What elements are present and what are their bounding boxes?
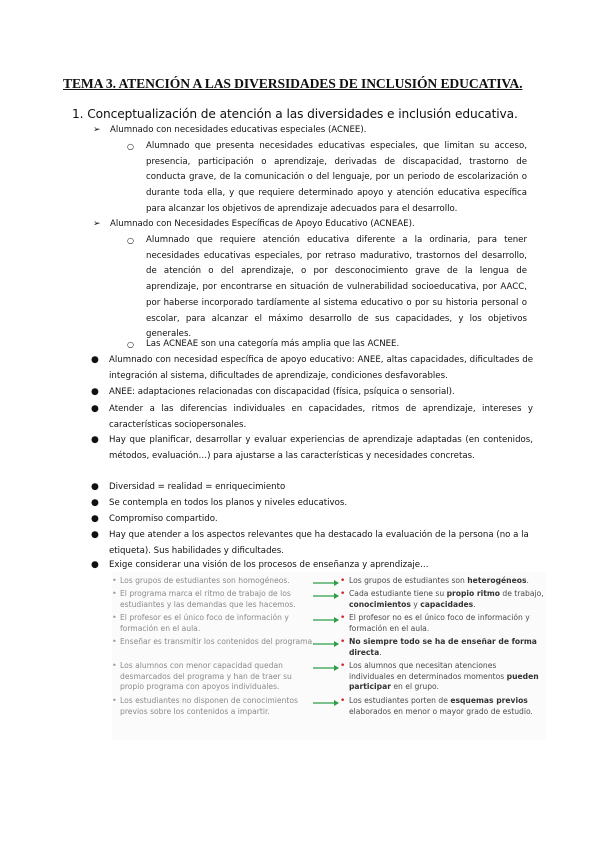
inclusive-view: Cada estudiante tiene su propio ritmo de trabajo, conocimientos y capacidades. — [349, 589, 544, 609]
grey-dot-icon: • — [112, 589, 117, 598]
acneae-note: Las ACNEAE son una categoría más amplia que las ACNEE. — [146, 339, 400, 349]
inclusive-view: No siempre todo se ha de enseñar de forma directa. — [349, 637, 537, 657]
dot-bullet-icon: ● — [91, 498, 99, 508]
bullet-text: Hay que atender a los aspectos relevantes que ha destacado la evaluación de la persona (no a la etiqueta). Sus habilidades y dificultades. — [109, 530, 529, 556]
arrow-bullet-icon: ➢ — [93, 219, 101, 229]
traditional-view: Los estudiantes no disponen de conocimientos previos sobre los contenidos a impartir. — [120, 696, 298, 716]
inclusive-view: El profesor no es el único foco de información y formación en el aula. — [349, 613, 530, 633]
red-dot-icon: • — [340, 696, 346, 706]
document-title: TEMA 3. ATENCIÓN A LAS DIVERSIDADES DE INCLUSIÓN EDUCATIVA. — [63, 76, 523, 91]
red-dot-icon: • — [340, 637, 346, 647]
section-heading: 1. Conceptualización de atención a las diversidades e inclusión educativa. — [72, 107, 518, 121]
bullet-text: Alumnado con necesidad específica de apoyo educativo: ANEE, altas capacidades, dificultades de integración al sistema, dificultades de aprendizaje, condiciones desfavorables. — [109, 355, 533, 381]
dot-bullet-icon: ● — [91, 560, 99, 570]
traditional-view: Los grupos de estudiantes son homogéneos. — [120, 576, 290, 585]
red-dot-icon: • — [340, 661, 346, 671]
dot-bullet-icon: ● — [91, 355, 99, 365]
acnee-heading: Alumnado con necesidades educativas especiales (ACNEE). — [110, 125, 367, 135]
circle-bullet-icon: ○ — [127, 142, 134, 151]
dot-bullet-icon: ● — [91, 435, 99, 445]
grey-dot-icon: • — [112, 576, 117, 585]
red-dot-icon: • — [340, 589, 346, 599]
green-arrow-icon — [313, 640, 339, 648]
dot-bullet-icon: ● — [91, 404, 99, 414]
acneae-heading: Alumnado con Necesidades Específicas de Apoyo Educativo (ACNEAE). — [110, 219, 415, 229]
dot-bullet-icon: ● — [91, 482, 99, 492]
inclusive-view: Los grupos de estudiantes son heterogéneos. — [349, 576, 529, 585]
grey-dot-icon: • — [112, 661, 117, 670]
green-arrow-icon — [313, 664, 339, 672]
bullet-text: Diversidad = realidad = enriquecimiento — [109, 482, 286, 492]
comparison-table-image — [112, 572, 546, 740]
inclusive-view: Los estudiantes porten de esquemas previos elaborados en menor o mayor grado de estudio. — [349, 696, 533, 716]
bullet-text: Se contempla en todos los planos y niveles educativos. — [109, 498, 348, 508]
bullet-text: Atender a las diferencias individuales en capacidades, ritmos de aprendizaje, intereses y características sociopersonales. — [109, 404, 533, 430]
traditional-view: El programa marca el ritmo de trabajo de los estudiantes y las demandas que les hacemos. — [120, 589, 296, 609]
green-arrow-icon — [313, 579, 339, 587]
bullet-text: Exige considerar una visión de los procesos de enseñanza y aprendizaje… — [109, 560, 429, 570]
circle-bullet-icon: ○ — [127, 340, 134, 349]
bullet-text: ANEE: adaptaciones relacionadas con discapacidad (física, psíquica o sensorial). — [109, 387, 455, 397]
dot-bullet-icon: ● — [91, 514, 99, 524]
acneae-definition: Alumnado que requiere atención educativa diferente a la ordinaria, para tener necesidades educativas especiales, por retraso madurativo, trastornos del desarrollo, de atención o del aprendizaje, o por desconocimiento grave de la lengua de aprendizaje, por encontrarse en situación de vulnerabilidad socioeducativa, por AACC, por haberse incorporado tardíamente al sistema educativo o por su historia personal o escolar, para alcanzar el máximo desarrollo de sus capacidades, y los objetivos generales. — [146, 235, 527, 340]
circle-bullet-icon: ○ — [127, 236, 134, 245]
red-dot-icon: • — [340, 613, 346, 623]
grey-dot-icon: • — [112, 637, 117, 646]
traditional-view: El profesor es el único foco de información y formación en el aula. — [120, 613, 289, 633]
inclusive-view: Los alumnos que necesitan atenciones individuales en determinados momentos pueden participar en el grupo. — [349, 661, 539, 692]
green-arrow-icon — [313, 592, 339, 600]
bullet-text: Hay que planificar, desarrollar y evaluar experiencias de aprendizaje adaptadas (en contenidos, métodos, evaluación…) para ajustarse a las características y necesidades concretas. — [109, 435, 533, 461]
bullet-text: Compromiso compartido. — [109, 514, 218, 524]
green-arrow-icon — [313, 699, 339, 707]
green-arrow-icon — [313, 616, 339, 624]
arrow-bullet-icon: ➢ — [93, 125, 101, 135]
traditional-view: Los alumnos con menor capacidad quedan desmarcados del programa y han de traer su propio programa con apoyos individuales. — [120, 661, 292, 692]
dot-bullet-icon: ● — [91, 530, 99, 540]
dot-bullet-icon: ● — [91, 387, 99, 397]
acnee-definition: Alumnado que presenta necesidades educativas especiales, que limitan su acceso, presencia, participación o aprendizaje, derivadas de discapacidad, trastorno de conducta grave, de la comunicación o del lenguaje, por un periodo de escolarización o durante toda ella, y que requiere determinado apoyo y atención educativa específica para alcanzar los objetivos de aprendizaje adecuados para el desarrollo. — [146, 141, 527, 214]
grey-dot-icon: • — [112, 613, 117, 622]
traditional-view: Enseñar es transmitir los contenidos del programa. — [120, 637, 315, 646]
red-dot-icon: • — [340, 576, 346, 586]
grey-dot-icon: • — [112, 696, 117, 705]
